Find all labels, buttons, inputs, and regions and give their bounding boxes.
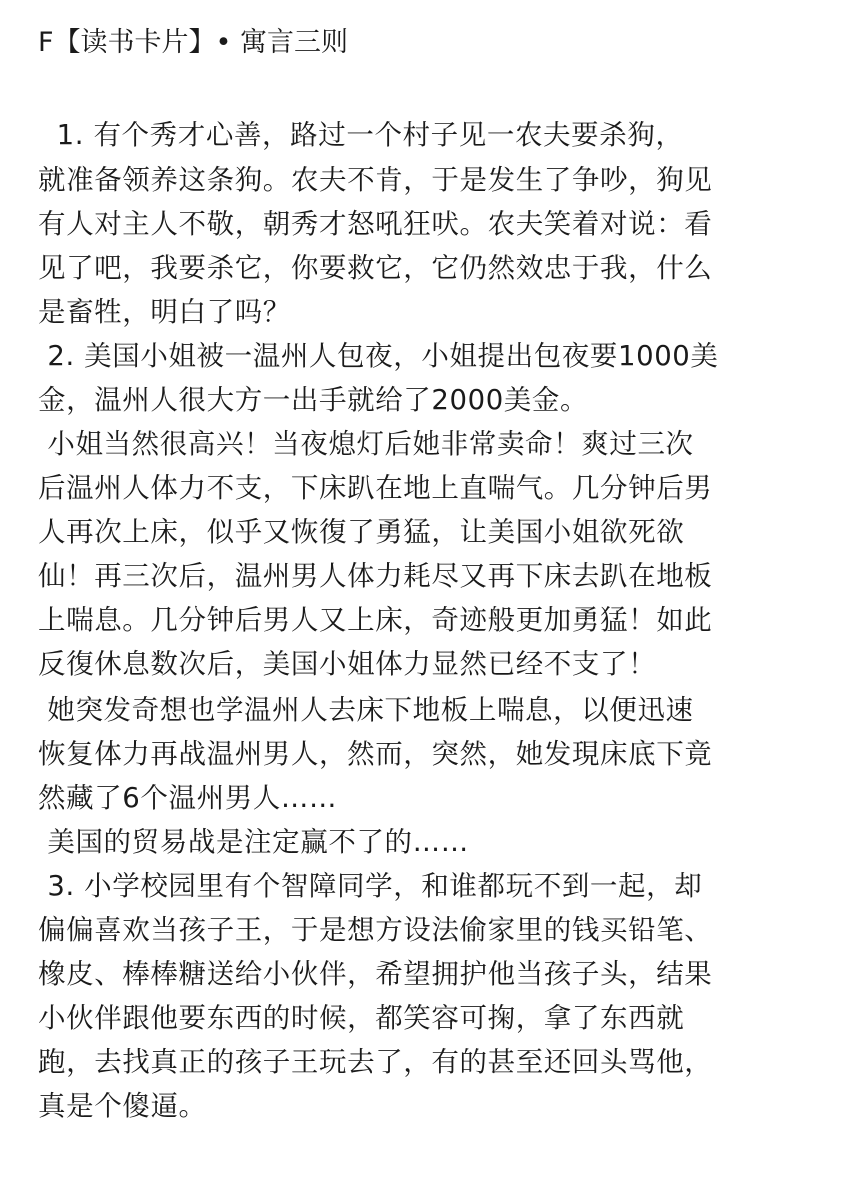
- text-line: 真是个傻逼。: [38, 1090, 207, 1122]
- text-line: 小伙伴跟他要东西的时候，都笑容可掬，拿了东西就: [38, 1002, 685, 1034]
- page-title: F【读书卡片】• 寓言三则: [38, 27, 349, 58]
- text-line: 仙！再三次后，温州男人体力耗尽又再下床去趴在地板: [38, 560, 713, 592]
- text-line: 反復休息数次后，美国小姐体力显然已经不支了！: [38, 648, 657, 680]
- text-line: 偏偏喜欢当孩子王，于是想方设法偷家里的钱买铅笔、: [38, 914, 713, 946]
- text-line: 后温州人体力不支，下床趴在地上直喘气。几分钟后男: [38, 472, 713, 504]
- text-line: 恢复体力再战温州男人，然而，突然，她发現床底下竟: [38, 738, 713, 770]
- text-line: 她突发奇想也学温州人去床下地板上喘息，以便迅速: [38, 694, 694, 726]
- text-line: 金，温州人很大方一出手就给了2000美金。: [38, 384, 589, 416]
- text-line: 美国的贸易战是注定赢不了的……: [38, 826, 469, 858]
- text-line: 是畜牲，明白了吗？: [38, 296, 291, 328]
- text-line: 见了吧，我要杀它，你要救它，它仍然效忠于我，什么: [38, 252, 713, 284]
- text-line: 2. 美国小姐被一温州人包夜，小姐提出包夜要1000美: [38, 340, 719, 372]
- text-line: 人再次上床，似乎又恢復了勇猛，让美国小姐欲死欲: [38, 516, 685, 548]
- text-line: 上喘息。几分钟后男人又上床，奇迹般更加勇猛！如此: [38, 604, 713, 636]
- text-line: 有人对主人不敬，朝秀才怒吼狂吠。农夫笑着对说：看: [38, 208, 713, 240]
- text-line: 就准备领养这条狗。农夫不肯，于是发生了争吵，狗见: [38, 164, 713, 196]
- text-line: 橡皮、棒棒糖送给小伙伴，希望拥护他当孩子头，结果: [38, 958, 713, 990]
- text-line: 1. 有个秀才心善，路过一个村子见一农夫要杀狗，: [38, 119, 684, 151]
- text-line: 3. 小学校园里有个智障同学，和谁都玩不到一起，却: [38, 870, 703, 902]
- text-line: 然藏了6个温州男人……: [38, 782, 338, 814]
- text-line: 小姐当然很高兴！当夜熄灯后她非常卖命！爽过三次: [38, 428, 694, 460]
- text-line: 跑，去找真正的孩子王玩去了，有的甚至还回头骂他，: [38, 1046, 713, 1078]
